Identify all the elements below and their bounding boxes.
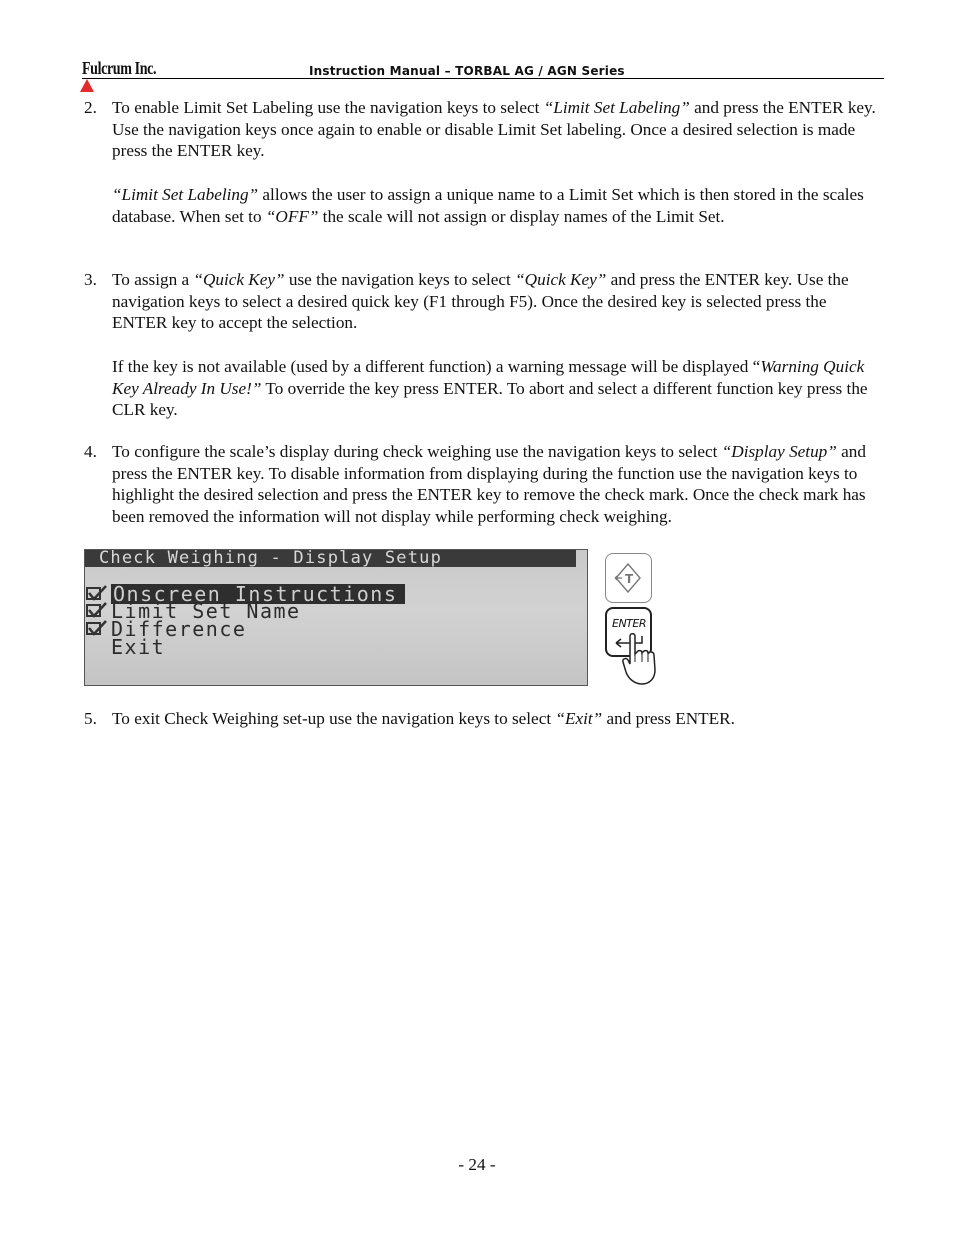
italic-text: “Limit Set Labeling” — [543, 98, 690, 117]
text: To exit Check Weighing set-up use the navigation keys to select — [112, 709, 556, 728]
lcd-row-label: Limit Set Name — [111, 599, 301, 623]
text: If the key is not available (used by a different function) a warning message will be displayed “ — [112, 356, 761, 376]
checkbox-checked-icon — [86, 604, 101, 617]
enter-key-label: ENTER — [612, 617, 646, 630]
list-number: 4. — [84, 442, 97, 461]
text: use the navigation keys to select — [284, 270, 516, 289]
paragraph — [112, 184, 884, 227]
lcd-row-label: Onscreen Instructions — [111, 584, 405, 604]
italic-text: “Limit Set Labeling” — [112, 184, 259, 204]
text: To override the key press ENTER. To abort and select a different function key press the CLR key. — [112, 378, 868, 420]
list-item-body — [112, 97, 884, 227]
paragraph — [112, 356, 884, 421]
lcd-display-setup-screen — [84, 549, 588, 686]
italic-text: “OFF” — [265, 206, 319, 226]
text: and press the ENTER key. Use the navigation keys once again to enable or disable Limit Set labeling. Once a desired selection is made press the ENTER key. — [112, 98, 876, 161]
paragraph — [112, 97, 884, 162]
italic-text: “Quick Key” — [515, 270, 607, 289]
page-number: - 24 - — [458, 1155, 496, 1174]
header-title: Instruction Manual – TORBAL AG / AGN Series — [309, 64, 625, 78]
svg-text:T: T — [625, 572, 634, 586]
text: To enable Limit Set Labeling use the navigation keys to select — [112, 98, 544, 117]
italic-text: “Display Setup” — [721, 442, 837, 461]
checkbox-checked-icon — [86, 587, 101, 600]
text: To assign a — [112, 270, 194, 289]
page-header — [82, 58, 884, 80]
checkbox-checked-icon — [86, 622, 101, 635]
paragraph — [112, 441, 884, 528]
list-number: 5. — [84, 709, 97, 728]
pointing-hand-icon — [620, 632, 660, 688]
list-item-body — [112, 441, 884, 528]
text: and press the ENTER key. To disable information from displaying during the function use the navigation keys to highlight the desired selection and press the ENTER key to remove the check mark. Once the check mark has been removed the information will not display while performing check weighing. — [112, 442, 866, 527]
list-number: 3. — [84, 270, 97, 289]
header-rule — [82, 78, 884, 79]
text: and press the ENTER key. Use the navigation keys to select a desired quick key (F1 through F5). Once the desired key is selected press the ENTER key to accept the selection. — [112, 270, 849, 333]
company-logo: Fulcrum Inc. — [82, 58, 157, 78]
tare-key — [605, 553, 652, 603]
paragraph — [112, 708, 884, 730]
list-item-body — [112, 269, 884, 421]
lcd-title-bar: Check Weighing - Display Setup — [85, 550, 576, 567]
list-number: 2. — [84, 98, 97, 117]
italic-text: Warning Quick Key Already In Use!” — [112, 356, 865, 398]
lcd-row-label: Difference — [111, 617, 247, 641]
text: and press ENTER. — [602, 709, 735, 728]
list-item-body — [112, 708, 884, 730]
italic-text: “Quick Key” — [193, 270, 285, 289]
text: To configure the scale’s display during check weighing use the navigation keys to select — [112, 442, 722, 461]
paragraph — [112, 269, 884, 334]
text: the scale will not assign or display names of the Limit Set. — [318, 206, 725, 226]
lcd-row-label: Exit — [111, 635, 166, 659]
tare-icon — [606, 554, 651, 602]
text: allows the user to assign a unique name to a Limit Set which is then stored in the scales database. When set to — [112, 184, 864, 226]
italic-text: “Exit” — [555, 709, 603, 728]
logo-triangle-icon — [80, 79, 94, 92]
